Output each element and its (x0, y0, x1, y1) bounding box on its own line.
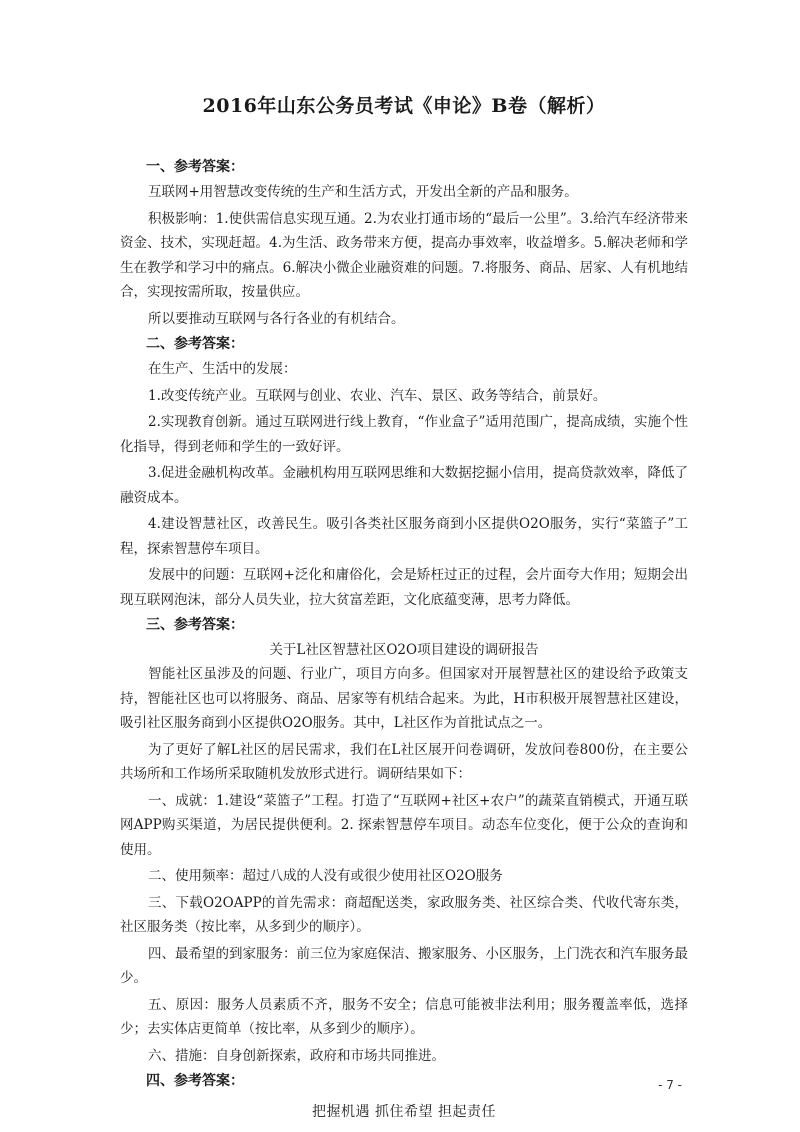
section-4-heading: 四、参考答案： (146, 1073, 244, 1089)
paragraph: 四、最希望的到家服务：前三位为家庭保洁、搬家服务、小区服务，上门洗衣和汽车服务最少。 (120, 945, 688, 986)
paragraph: 1.改变传统产业。互联网与创业、农业、汽车、景区、政务等结合，前景好。 (148, 387, 607, 404)
section-2 (120, 333, 688, 612)
paragraph: 互联网+用智慧改变传统的生产和生活方式，开发出全新的产品和服务。 (148, 184, 578, 200)
document-title: 2016年山东公务员考试《申论》B卷（解析） (202, 95, 606, 117)
paragraph: 为了更好了解L社区的居民需求，我们在L社区展开问卷调研，发放问卷800份，在主要公共场所和工作场所采取随机发放形式进行。调研结果如下： (120, 741, 688, 782)
page-number: - 7 - (658, 1078, 682, 1092)
section-3 (120, 614, 688, 1068)
section-4 (120, 1070, 688, 1124)
section-1 (120, 156, 688, 331)
report-subtitle: 关于L社区智慧社区O2O项目建设的调研报告 (269, 642, 539, 658)
paragraph: 发展中的问题：互联网+泛化和庸俗化，会是矫枉过正的过程，会片面夸大作用；短期会出现互联网泡沫，部分人员失业，拉大贫富差距，文化底蕴变薄，思考力降低。 (120, 567, 688, 608)
paragraph: 2.实现教育创新。通过互联网进行线上教育，“作业盒子”适用范围广，提高成绩，实施个性化指导，得到老师和学生的一致好评。 (120, 414, 688, 455)
paragraph: 五、原因：服务人员素质不齐，服务不安全；信息可能被非法利用；服务覆盖率低，选择少；去实体店更简单（按比率，从多到少的顺序）。 (120, 996, 688, 1037)
document-page (120, 92, 688, 1120)
paragraph: 六、措施：自身创新探索，政府和市场共同推进。 (148, 1047, 445, 1064)
paragraph: 4.建设智慧社区，改善民生。吸引各类社区服务商到小区提供O2O服务，实行“菜篮子”工程，探索智慧停车项目。 (120, 516, 688, 557)
paragraph: 3.促进金融机构改革。金融机构用互联网思维和大数据挖掘小信用，提高贷款效率，降低了融资成本。 (120, 465, 688, 506)
section-3-heading: 三、参考答案： (146, 617, 244, 633)
essay-title: 把握机遇 抓住希望 担起责任 (312, 1104, 496, 1120)
paragraph: 二、使用频率：超过八成的人没有或很少使用社区O2O服务 (148, 868, 503, 884)
paragraph: 积极影响：1.使供需信息实现互通。2.为农业打通市场的“最后一公里”。3.给汽车经济带来资金、技术，实现赶超。4.为生活、政务带来方便，提高办事效率，收益增多。5.解决老师和学生在教学和学习中的痛点。6.解决小微企业融资难的问题。7.将服务、商品、居家、人有机地结合，实现按需所取，按量供应。 (120, 210, 688, 300)
paragraph: 智能社区虽涉及的问题、行业广，项目方向多。但国家对开展智慧社区的建设给予政策支持，智能社区也可以将服务、商品、居家等有机结合起来。为此，H市积极开展智慧社区建设，吸引社区服务商到小区提供O2O服务。其中，L社区作为首批试点之一。 (120, 666, 688, 731)
section-2-heading: 二、参考答案： (146, 336, 244, 352)
paragraph: 一、成就：1.建设“菜篮子”工程。打造了“互联网+社区+农户”的蔬菜直销模式，开通互联网APP购买渠道，为居民提供便利。2. 探索智慧停车项目。动态车位变化，便于公众的查询和使用。 (120, 792, 688, 858)
paragraph: 在生产、生活中的发展： (148, 361, 297, 377)
paragraph: 所以要推动互联网与各行各业的有机结合。 (148, 310, 405, 327)
section-1-heading: 一、参考答案： (146, 159, 244, 175)
paragraph: 三、下载O2OAPP的首先需求：商超配送类，家政服务类、社区综合类、代收代寄东类，社区服务类（按比率，从多到少的顺序）。 (120, 894, 688, 935)
